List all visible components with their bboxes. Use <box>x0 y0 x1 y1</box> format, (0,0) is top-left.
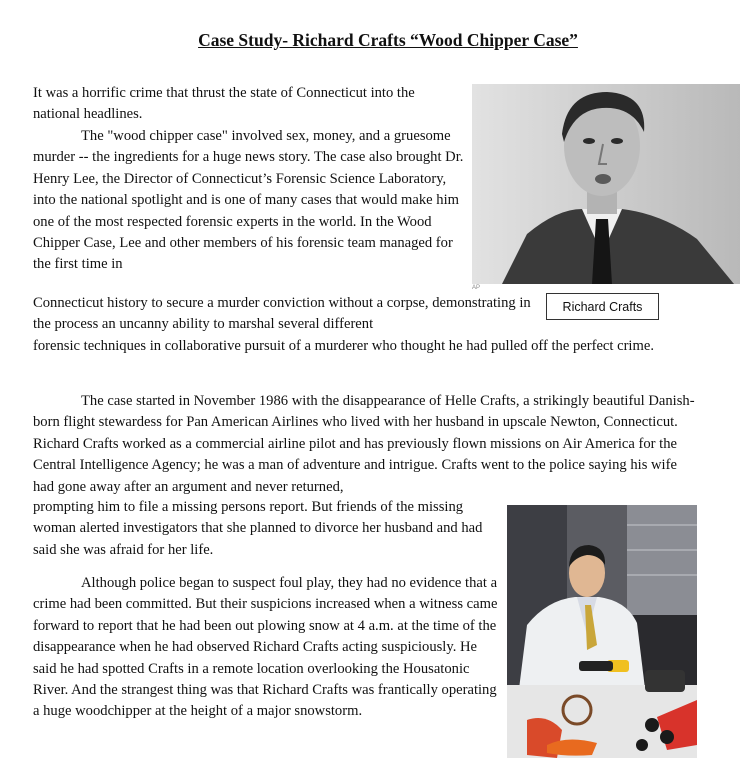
paragraph-wood-chipper-a: The "wood chipper case" involved sex, money, and a gruesome murder -- the ingredients for a huge news story. The case also brought Dr. Henry Lee, the Director of Connecticut’s Forensic Science Laboratory, into the national spotlight and is one of many cases that would make him one of the most respected forensic experts in the world. In the Wood Chipper Case, Lee and other members of his forensic team managed for the first time in <box>33 128 464 273</box>
scientist-lab-icon <box>507 505 697 758</box>
paragraph-suspicion: Although police began to suspect foul play, they had no evidence that a crime had been committed. But their suspicions increased when a witness came forward to report that he had been out plowing snow at 4 a.m. at the time of the disappearance when he had observed Richard Crafts acting suspiciously. He said he had spotted Crafts in a remote location overlooking the Housatonic River. And the strangest thing was that Richard Crafts was frantically operating a huge woodchipper at the height of a major snowstorm. <box>33 575 498 720</box>
paragraph-case-start-a: The case started in November 1986 with the disappearance of Helle Crafts, a strikingly beautiful Danish-born flight stewardess for Pan American Airlines who lived with her husband in upscale Newton, Connecticut. Richard Crafts worked as a commercial airline pilot and has previously flown missions on Air America for the Central Intelligence Agency; he was a man of adventure and intrigue. Crafts went to the police saying his wife had gone away after an argument and never returned, <box>33 393 695 495</box>
paragraph-wood-chipper-b: Connecticut history to secure a murder conviction without a corpse, demonstrating in the process an uncanny ability to marshal several different <box>33 295 531 333</box>
forensic-scientist-photo <box>507 505 697 758</box>
richard-crafts-portrait-icon <box>472 84 740 284</box>
photo-caption: Richard Crafts <box>546 293 659 320</box>
richard-crafts-photo <box>472 84 740 284</box>
paragraph-wood-chipper-c: forensic techniques in collaborative pursuit of a murderer who thought he had pulled off the perfect crime. <box>33 338 654 354</box>
paragraph-case-start-b: prompting him to file a missing persons report. But friends of the missing woman alerted investigators that she planned to divorce her husband and had said she was afraid for her life. <box>33 499 483 558</box>
paragraph-intro: It was a horrific crime that thrust the state of Connecticut into the national headlines. <box>33 85 415 123</box>
document-title: Case Study- Richard Crafts “Wood Chipper Case” <box>198 30 578 50</box>
photo-credit: AP <box>472 285 481 291</box>
